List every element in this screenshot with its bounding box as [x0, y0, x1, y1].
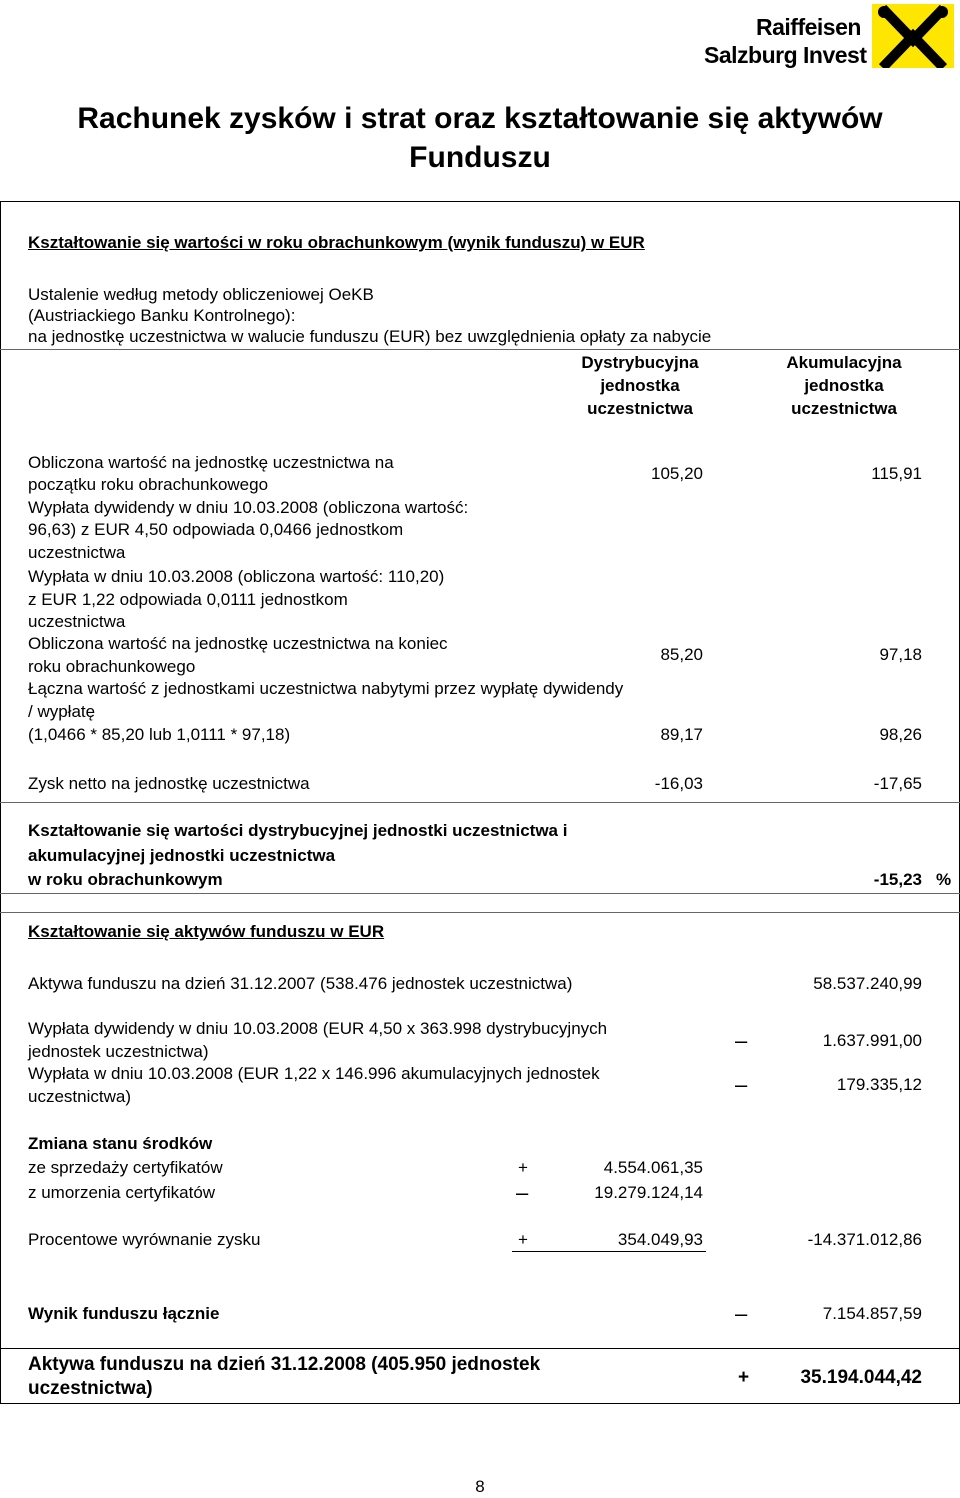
redemption-value: 19.279.124,14: [594, 1183, 703, 1202]
value-accumulation: -17,65: [873, 774, 922, 793]
frame-top-rule: [0, 201, 960, 202]
row-label: z EUR 1,22 odpowiada 0,0111 jednostkom: [28, 590, 348, 609]
redemption-label: z umorzenia certyfikatów: [28, 1183, 216, 1202]
row-label: uczestnictwa: [28, 543, 126, 562]
col-header-distribution: uczestnictwa: [587, 399, 693, 418]
value-accumulation: 115,91: [871, 464, 922, 483]
col-header-accumulation: Akumulacyjna: [786, 353, 902, 372]
row-label: / wypłatę: [28, 702, 96, 721]
equalization-sign: +: [518, 1230, 528, 1249]
sale-sign: +: [518, 1158, 528, 1177]
result-value: 7.154.857,59: [822, 1304, 922, 1323]
page-number: 8: [475, 1477, 485, 1496]
performance-label: Kształtowanie się wartości dystrybucyjnej jednostki uczestnictwa i: [28, 821, 568, 840]
frame-bottom-rule: [0, 1403, 960, 1404]
row-label: początku roku obrachunkowego: [28, 475, 269, 494]
section-rule: [0, 893, 960, 894]
dividend-label: jednostek uczestnictwa): [28, 1042, 209, 1061]
section1-heading: Kształtowanie się wartości w roku obrachunkowym (wynik funduszu) w EUR: [28, 233, 645, 252]
intro-line: na jednostkę uczestnictwa w walucie funduszu (EUR) bez uwzględnienia opłaty za nabycie: [28, 327, 712, 346]
section-rule: [0, 802, 960, 803]
dividend-label: Wypłata dywidendy w dniu 10.03.2008 (EUR 4,50 x 363.998 dystrybucyjnych: [28, 1019, 608, 1038]
table-header-rule: [0, 349, 960, 350]
payout-label: Wypłata w dniu 10.03.2008 (EUR 1,22 x 146.996 akumulacyjnych jednostek: [28, 1064, 600, 1083]
col-header-accumulation: jednostka: [804, 376, 884, 395]
performance-label: w roku obrachunkowym: [28, 870, 223, 889]
sale-value: 4.554.061,35: [603, 1158, 703, 1177]
col-header-distribution: Dystrybucyjna: [581, 353, 699, 372]
value-distribution: 85,20: [660, 645, 703, 664]
row-label: uczestnictwa: [28, 612, 126, 631]
value-distribution: 105,20: [651, 464, 703, 483]
sum-underline: [512, 1251, 706, 1252]
equalization-value: 354.049,93: [617, 1230, 703, 1249]
assets-end-label: uczestnictwa): [28, 1378, 153, 1399]
assets-end-label: Aktywa funduszu na dzień 31.12.2008 (405.950 jednostek: [28, 1354, 541, 1375]
row-label: Obliczona wartość na jednostkę uczestnictwa na: [28, 453, 394, 472]
section-rule: [0, 912, 960, 913]
row-label: Wypłata w dniu 10.03.2008 (obliczona wartość: 110,20): [28, 567, 445, 586]
col-header-distribution: jednostka: [600, 376, 680, 395]
value-distribution: -16,03: [654, 774, 703, 793]
performance-unit: %: [936, 870, 952, 889]
row-label: Łączna wartość z jednostkami uczestnictwa nabytymi przez wypłatę dywidendy: [28, 679, 624, 698]
row-label: roku obrachunkowego: [28, 657, 196, 676]
logo-text-line1: Raiffeisen: [756, 14, 861, 40]
logo-text-line2: Salzburg Invest: [704, 42, 867, 68]
row-label: Obliczona wartość na jednostkę uczestnictwa na koniec: [28, 634, 448, 653]
row-label: Wypłata dywidendy w dniu 10.03.2008 (obliczona wartość:: [28, 498, 469, 517]
row-label: 96,63) z EUR 4,50 odpowiada 0,0466 jednostkom: [28, 520, 404, 539]
performance-value: -15,23: [873, 870, 922, 889]
redemption-sign: –: [516, 1180, 529, 1205]
page-title-line2: Funduszu: [409, 141, 551, 174]
raiffeisen-gable-icon: [872, 4, 954, 68]
result-sign: –: [735, 1301, 748, 1326]
payout-sign: –: [735, 1072, 748, 1097]
payout-value: 179.335,12: [836, 1075, 922, 1094]
assets-start-value: 58.537.240,99: [813, 974, 922, 993]
intro-line: (Austriackiego Banku Kontrolnego):: [28, 306, 296, 325]
value-accumulation: 97,18: [879, 645, 922, 664]
page-title-line1: Rachunek zysków i strat oraz kształtowanie się aktywów: [77, 102, 883, 135]
logo: [700, 4, 956, 70]
dividend-sign: –: [735, 1028, 748, 1053]
dividend-value: 1.637.991,00: [822, 1031, 922, 1050]
assets-end-sign: +: [738, 1367, 750, 1388]
col-header-accumulation: uczestnictwa: [791, 399, 897, 418]
change-heading: Zmiana stanu środków: [28, 1134, 213, 1153]
value-distribution: 89,17: [660, 725, 703, 744]
equalization-label: Procentowe wyrównanie zysku: [28, 1230, 261, 1249]
assets-end-top-rule: [0, 1348, 960, 1349]
change-total-value: -14.371.012,86: [807, 1230, 922, 1249]
result-label: Wynik funduszu łącznie: [28, 1304, 220, 1323]
performance-label: akumulacyjnej jednostki uczestnictwa: [28, 846, 336, 865]
section3-heading: Kształtowanie się aktywów funduszu w EUR: [28, 922, 385, 941]
payout-label: uczestnictwa): [28, 1087, 131, 1106]
assets-start-label: Aktywa funduszu na dzień 31.12.2007 (538.476 jednostek uczestnictwa): [28, 974, 573, 993]
intro-line: Ustalenie według metody obliczeniowej OeKB: [28, 285, 374, 304]
row-label: (1,0466 * 85,20 lub 1,0111 * 97,18): [28, 725, 291, 744]
assets-end-value: 35.194.044,42: [800, 1367, 922, 1388]
row-label: Zysk netto na jednostkę uczestnictwa: [28, 774, 310, 793]
sale-label: ze sprzedaży certyfikatów: [28, 1158, 223, 1177]
value-accumulation: 98,26: [879, 725, 922, 744]
